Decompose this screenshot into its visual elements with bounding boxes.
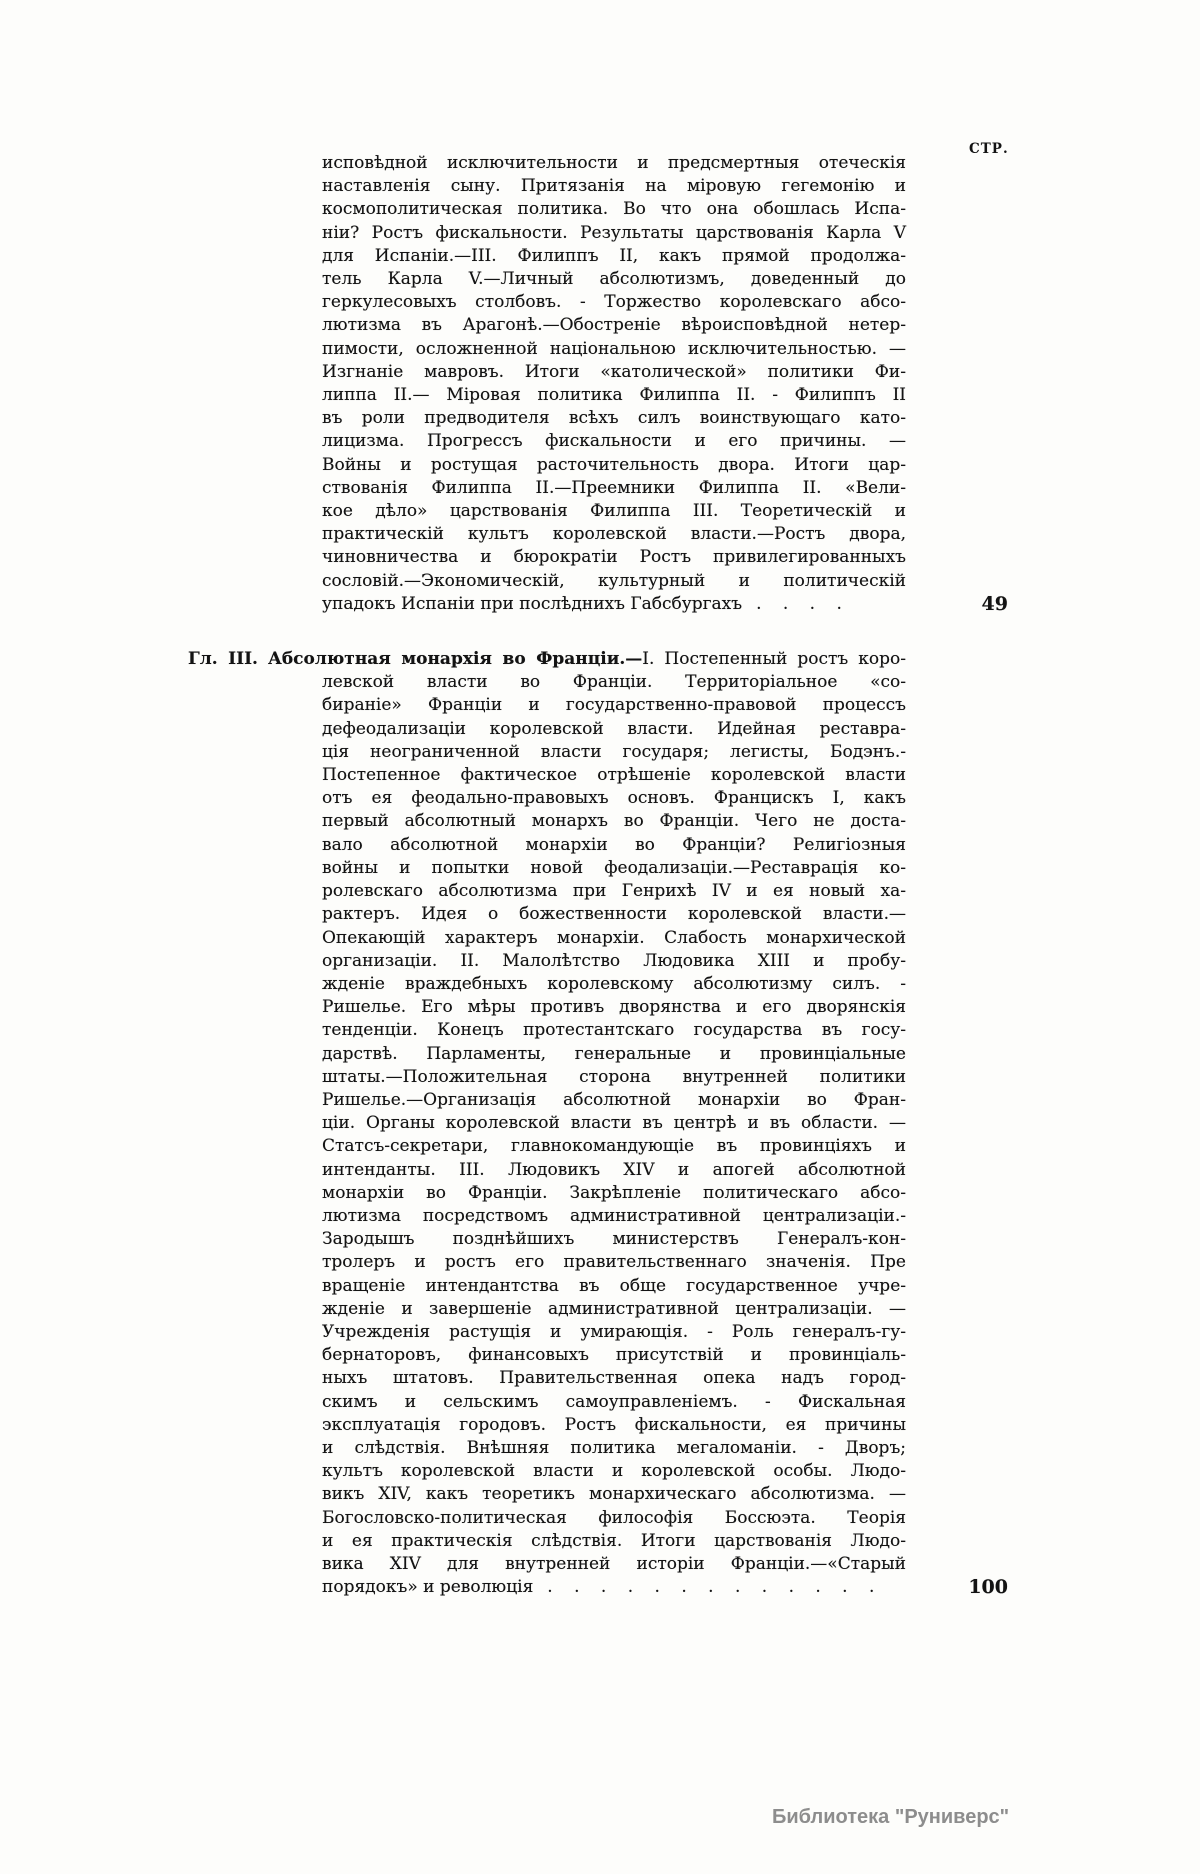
toc-line: организаціи. II. Малолѣтство Людовика XIII и пробу- — [322, 950, 906, 971]
toc-line: ролевскаго абсолютизма при Генрихѣ IV и ея новый ха- — [322, 881, 906, 902]
toc-line: Ришелье. Его мѣры противъ дворянства и его дворянскія — [322, 997, 906, 1018]
toc-line: войны и попытки новой феодализаціи.—Реставрація ко- — [322, 857, 906, 878]
toc-line: эксплуатація городовъ. Ростъ фискальности, ея причины — [322, 1414, 906, 1435]
toc-line: культъ королевской власти и королевской особы. Людо- — [322, 1461, 906, 1482]
toc-line: лицизма. Прогрессъ фискальности и его причины. — — [322, 431, 906, 452]
chapter-number-label: Гл. III. — [188, 649, 258, 670]
toc-line: левской власти во Франціи. Территоріальное «со- — [322, 672, 906, 693]
toc-line: бернаторовъ, финансовыхъ присутствій и провинціаль- — [322, 1345, 906, 1366]
toc-line: лютизма въ Арагонѣ.—Обостреніе вѣроисповѣдной нетер- — [322, 315, 906, 336]
toc-line: ціи. Органы королевской власти въ центрѣ и въ области. — — [322, 1113, 906, 1134]
toc-line: и ея практическія слѣдствія. Итоги царствованія Людо- — [322, 1530, 906, 1551]
entry-page-number: 100 — [968, 1576, 1008, 1599]
toc-line: отъ ея феодально-правовыхъ основъ. Францискъ I, какъ — [322, 788, 906, 809]
toc-last-line — [322, 593, 906, 616]
toc-line: жденіе враждебныхъ королевскому абсолютизму силъ. - — [322, 973, 906, 994]
library-watermark: Библиотека "Руниверс" — [772, 1806, 1010, 1828]
leader-dots: . . . . . . . . . . . . . — [547, 1577, 876, 1598]
toc-line: первый абсолютный монархъ во Франціи. Чего не доста- — [322, 811, 906, 832]
chapter-head-rest: I. Постепенный ростъ коро- — [642, 649, 906, 670]
entry-page-number: 49 — [981, 592, 1008, 615]
toc-last-text: упадокъ Испаніи при послѣднихъ Габсбургахъ — [322, 593, 743, 614]
toc-line: жденіе и завершеніе административной централизаціи. — — [322, 1298, 906, 1319]
toc-line: монархіи во Франціи. Закрѣпленіе политическаго абсо- — [322, 1182, 906, 1203]
toc-line: штаты.—Положительная сторона внутренней политики — [322, 1066, 906, 1087]
table-of-contents — [0, 152, 1200, 1599]
toc-line: Ришелье.—Организація абсолютной монархіи во Фран- — [322, 1089, 906, 1110]
toc-line: Войны и ростущая расточительность двора. Итоги цар- — [322, 454, 906, 475]
toc-line: чиновничества и бюрократіи Ростъ привилегированныхъ — [322, 547, 906, 568]
toc-line: дефеодализаціи королевской власти. Идейная реставра- — [322, 718, 906, 739]
toc-line: бираніе» Франціи и государственно-правовой процессъ — [322, 695, 906, 716]
toc-line: дарствѣ. Парламенты, генеральные и провинціальные — [322, 1043, 906, 1064]
toc-line: Изгнаніе мавровъ. Итоги «католической» политики Фи- — [322, 361, 906, 382]
toc-line: липпа II.— Міровая политика Филиппа II. - Филиппъ II — [322, 385, 906, 406]
toc-line: ствованія Филиппа II.—Преемники Филиппа II. «Вели- — [322, 477, 906, 498]
toc-line: космополитическая политика. Во что она обошлась Испа- — [322, 199, 906, 220]
toc-line: для Испаніи.—III. Филиппъ II, какъ прямой продолжа- — [322, 245, 906, 266]
toc-entry-2 — [0, 648, 1200, 1599]
toc-line: кое дѣло» царствованія Филиппа III. Теоретическій и — [322, 501, 906, 522]
toc-line: въ роли предводителя всѣхъ силъ воинствующаго като- — [322, 408, 906, 429]
toc-line: тенденціи. Конецъ протестантскаго государства въ госу- — [322, 1020, 906, 1041]
toc-line: ніи? Ростъ фискальности. Результаты царствованія Карла V — [322, 222, 906, 243]
toc-line: и слѣдствія. Внѣшняя политика мегаломаніи. - Дворъ; — [322, 1437, 906, 1458]
leader-dots: . . . . — [756, 593, 843, 614]
toc-line: тролеръ и ростъ его правительственнаго значенія. Пре — [322, 1252, 906, 1273]
toc-line: интенданты. III. Людовикъ XIV и апогей абсолютной — [322, 1159, 906, 1180]
toc-line: викъ XIV, какъ теоретикъ монархическаго абсолютизма. — — [322, 1484, 906, 1505]
toc-line: Учрежденія растущія и умирающія. - Роль генералъ-гу- — [322, 1321, 906, 1342]
toc-line: вало абсолютной монархіи во Франціи? Религіозныя — [322, 834, 906, 855]
toc-line: лютизма посредствомъ административной централизаціи.- — [322, 1205, 906, 1226]
toc-line: вращеніе интендантства въ обще государственное учре- — [322, 1275, 906, 1296]
toc-line: сословій.—Экономическій, культурный и политическій — [322, 570, 906, 591]
toc-line: скимъ и сельскимъ самоуправленіемъ. - Фискальная — [322, 1391, 906, 1412]
toc-line: Богословско-политическая философія Боссюэта. Теорія — [322, 1507, 906, 1528]
toc-line: рактеръ. Идея о божественности королевской власти.— — [322, 904, 906, 925]
toc-line: практическій культъ королевской власти.—Ростъ двора, — [322, 524, 906, 545]
chapter-title: Абсолютная монархія во Франціи.— — [268, 649, 643, 670]
toc-entry-1 — [0, 152, 1200, 616]
toc-line: тель Карла V.—Личный абсолютизмъ, доведенный до — [322, 269, 906, 290]
toc-line: исповѣдной исключительности и предсмертныя отеческія — [322, 153, 906, 173]
toc-last-line — [322, 1576, 906, 1599]
toc-line: ныхъ штатовъ. Правительственная опека надъ город- — [322, 1368, 906, 1389]
toc-line: ція неограниченной власти государя; легисты, Бодэнъ.- — [322, 741, 906, 762]
toc-line: геркулесовыхъ столбовъ. - Торжество королевскаго абсо- — [322, 292, 906, 313]
toc-line: пимости, осложненной національною исключительностью. — — [322, 338, 906, 359]
toc-line: Статсъ-секретари, главнокомандующіе въ провинціяхъ и — [322, 1136, 906, 1157]
page-column-header: СТР. — [969, 141, 1009, 157]
toc-line: наставленія сыну. Притязанія на міровую гегемонію и — [322, 176, 906, 197]
toc-last-text: порядокъ» и революція — [322, 1577, 534, 1598]
toc-line: Зародышъ позднѣйшихъ министерствъ Генералъ-кон- — [322, 1229, 906, 1250]
toc-entry-head-line — [188, 648, 906, 671]
toc-line: вика XIV для внутренней исторіи Франціи.—«Старый — [322, 1553, 906, 1574]
toc-line: Опекающій характеръ монархіи. Слабость монархической — [322, 927, 906, 948]
toc-line: Постепенное фактическое отрѣшеніе королевской власти — [322, 765, 906, 786]
